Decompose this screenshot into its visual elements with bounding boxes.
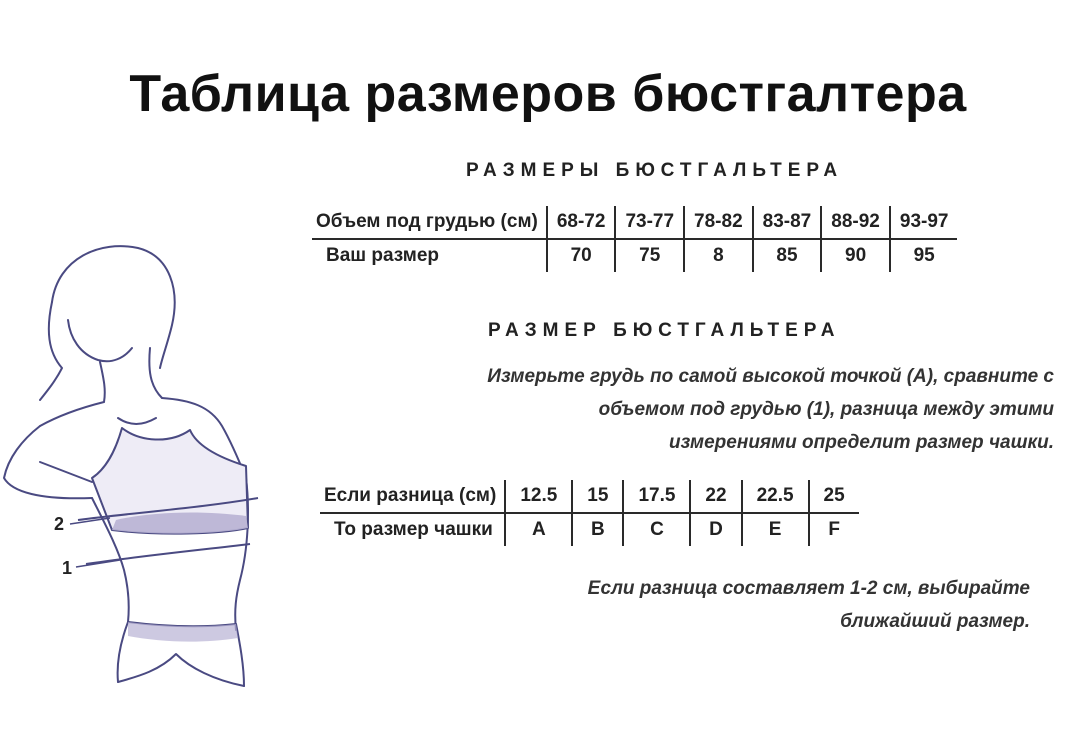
row-label-cup: То размер чашки — [334, 519, 493, 540]
size-cell: 85 — [753, 239, 822, 272]
neck-left — [100, 362, 105, 402]
size-cell: 8 — [684, 239, 753, 272]
row-label-size: Ваш размер — [326, 245, 440, 266]
cup-cell: D — [690, 513, 741, 546]
difference-cell: 22 — [690, 480, 741, 513]
hair-left — [40, 302, 62, 400]
size-cell: 70 — [547, 239, 616, 272]
underbust-cell: 93-97 — [890, 206, 958, 239]
table-row — [312, 239, 957, 272]
table-row — [312, 206, 957, 239]
band-size-table — [312, 206, 957, 272]
figure-illustration — [0, 230, 300, 690]
marker-1: 1 — [62, 558, 73, 578]
shoulder-left — [40, 402, 104, 426]
footnote-line: Если разница составляет 1-2 см, выбирайте — [587, 578, 1030, 599]
measurement-instruction — [334, 360, 1054, 459]
page-title: Таблица размеров бюстгалтера — [129, 65, 967, 123]
cup-cell: E — [742, 513, 809, 546]
marker-2: 2 — [54, 514, 65, 534]
instruction-line: измерениями определит размер чашки. — [669, 432, 1054, 453]
neck-right — [149, 348, 162, 398]
arm-left-inner — [40, 462, 92, 482]
face-outline — [68, 320, 132, 361]
row-label-underbust: Объем под грудью (см) — [312, 206, 547, 239]
difference-cell: 22.5 — [742, 480, 809, 513]
hair-outline — [52, 246, 175, 368]
table-row — [320, 513, 859, 546]
footnote-line: ближайший размер. — [840, 611, 1030, 632]
panties-leg — [118, 654, 244, 686]
cup-size-table — [320, 480, 859, 546]
footnote — [390, 572, 1030, 638]
clavicle — [118, 418, 156, 424]
underbust-cell: 88-92 — [821, 206, 890, 239]
arm-left — [4, 426, 92, 498]
difference-cell: 17.5 — [623, 480, 690, 513]
instruction-line: объемом под грудью (1), разница между этими — [598, 399, 1054, 420]
underbust-cell: 78-82 — [684, 206, 753, 239]
size-cell: 95 — [890, 239, 958, 272]
size-cell: 90 — [821, 239, 890, 272]
underbust-cell: 68-72 — [547, 206, 616, 239]
leader-1 — [76, 560, 120, 567]
instruction-line: Измерьте грудь по самой высокой точкой (А), сравните с — [487, 366, 1054, 387]
difference-cell: 15 — [572, 480, 623, 513]
underbust-cell: 73-77 — [615, 206, 684, 239]
difference-cell: 12.5 — [505, 480, 572, 513]
underbust-cell: 83-87 — [753, 206, 822, 239]
difference-cell: 25 — [809, 480, 859, 513]
cup-cell: F — [809, 513, 859, 546]
section2-heading: РАЗМЕР БЮСТГАЛЬТЕРА — [488, 320, 841, 341]
panties-left — [118, 622, 128, 682]
cup-cell: A — [505, 513, 572, 546]
section1-heading: РАЗМЕРЫ БЮСТГАЛЬТЕРА — [466, 160, 844, 181]
table-row — [320, 480, 859, 513]
size-cell: 75 — [615, 239, 684, 272]
row-label-difference: Если разница (см) — [320, 480, 505, 513]
cup-cell: C — [623, 513, 690, 546]
cup-cell: B — [572, 513, 623, 546]
